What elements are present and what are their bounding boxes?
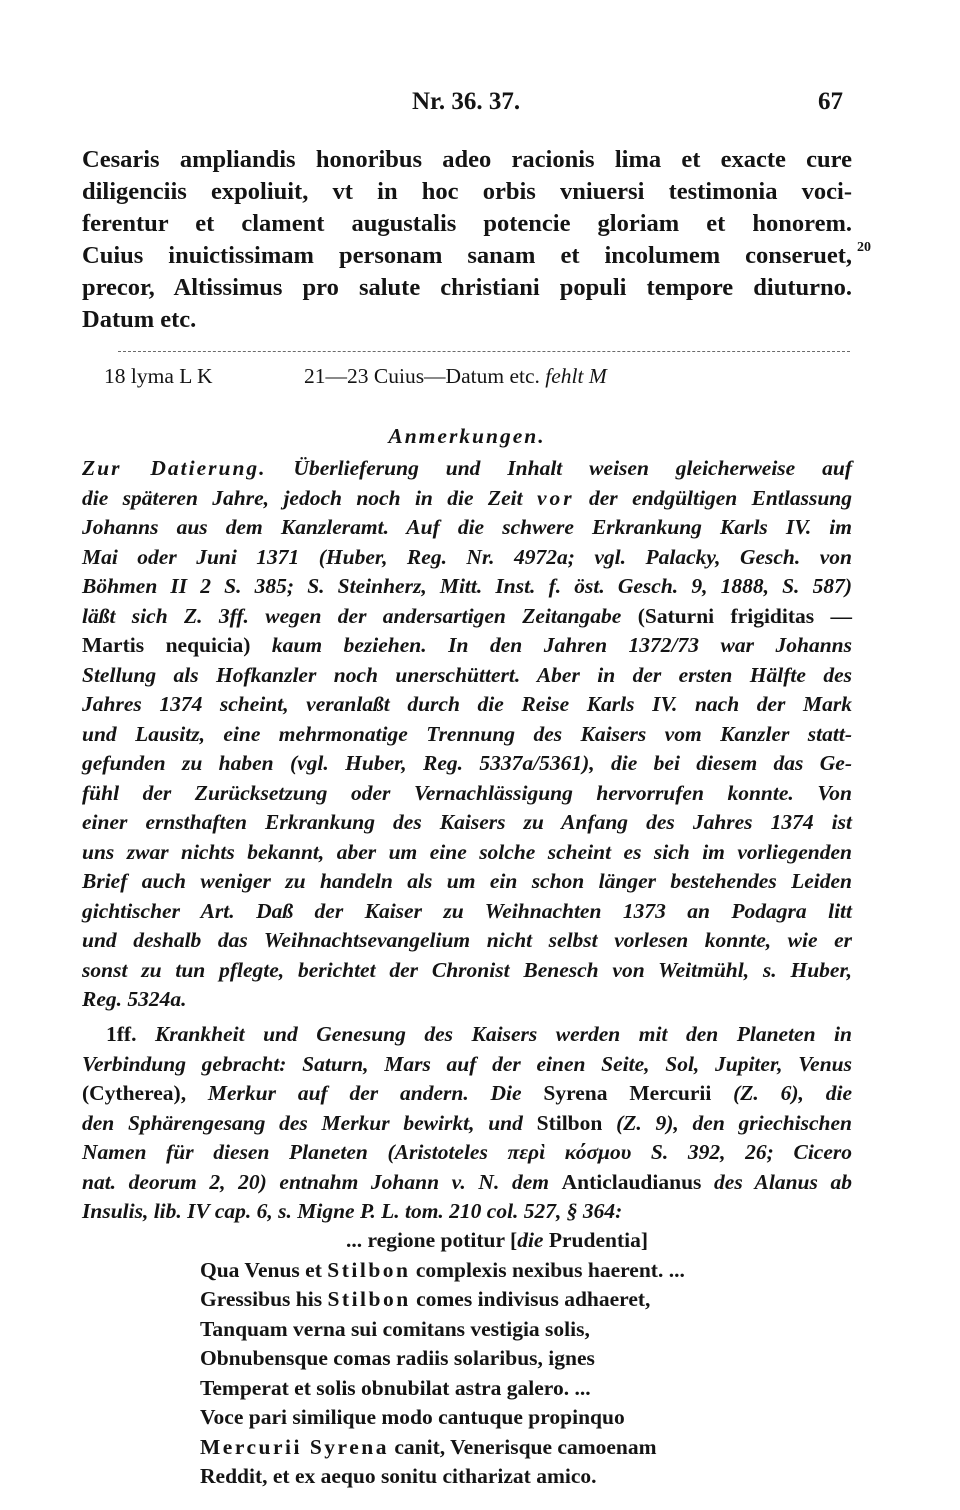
poem-line (200, 1464, 597, 1489)
note-line (82, 1111, 852, 1136)
apparatus-right-italic: fehlt M (545, 364, 607, 388)
poem-text: Qua Venus et (200, 1257, 328, 1282)
poem-line (200, 1346, 595, 1371)
note-segment: nat. deorum 2, 20) entnahm Johann v. N. dem (82, 1169, 562, 1194)
apparatus-divider (118, 351, 850, 352)
note-segment: (Z. 6), die (711, 1081, 853, 1105)
note-segment: (Saturni frigiditas — (637, 603, 852, 628)
poem-line (200, 1435, 657, 1460)
note-segment: und deshalb das Weihnachtsevangelium nicht selbst vorlesen konnte, wie er (82, 928, 852, 952)
note-line (82, 486, 852, 511)
note-segment: einer ernsthaften Erkrankung des Kaisers zu Anfang des Jahres 1374 ist (82, 810, 852, 834)
page-header-title: Nr. 36. 37. (412, 88, 521, 115)
note-segment: uns zwar nichts bekannt, aber um eine solche scheint es sich im vorliegenden (82, 839, 852, 864)
note-segment: Namen für diesen Planeten (Aristoteles περὶ κόσμου S. 392, 26; Cicero (82, 1140, 852, 1164)
note-segment: Böhmen II 2 S. 385; S. Steinherz, Mitt. Inst. f. öst. Gesch. 9, 1888, S. 587) (82, 574, 852, 598)
note-line (82, 692, 852, 717)
note-segment: Reg. 5324a. (82, 987, 187, 1011)
main-text-line: Datum etc. (82, 306, 197, 333)
poem-line (200, 1376, 591, 1401)
note-segment: und Lausitz, eine mehrmonatige Trennung des Kaisers vom Kanzler statt- (82, 721, 852, 746)
note-line (82, 663, 852, 688)
note-segment: fühl der Zurücksetzung oder Vernachlässigung hervorrufen konnte. Von (82, 780, 852, 805)
note-segment: Mai oder Juni 1371 (Huber, Reg. Nr. 4972a; vgl. Palacky, Gesch. von (82, 544, 852, 569)
note-line (82, 1140, 852, 1165)
main-text-line: Cesaris ampliandis honoribus adeo racionis lima et exacte cure (82, 146, 852, 173)
apparatus-left-text: 18 lyma L K (104, 364, 213, 388)
poem-text: Gressibus his (200, 1287, 328, 1311)
note-line (82, 456, 852, 481)
note-line (82, 1052, 852, 1077)
note-line (82, 928, 852, 953)
note-segment: Zur Datierung. (82, 456, 267, 480)
poem-text: ... regione potitur [ (346, 1228, 518, 1252)
note-segment: die späteren Jahre, jedoch noch in die Zeit (82, 485, 537, 510)
note-segment: Stellung als Hofkanzler noch unerschüttert. Aber in der ersten Hälfte des (82, 662, 852, 687)
poem-text: Prudentia] (543, 1228, 648, 1252)
note-line (82, 987, 852, 1012)
note-line (82, 1081, 852, 1106)
note-segment: gichtischer Art. Daß der Kaiser zu Weihnachten 1373 an Podagra litt (82, 898, 852, 923)
note-segment: Anticlaudianus (561, 1169, 702, 1194)
poem-italic: die (517, 1228, 544, 1252)
poem-line (200, 1287, 650, 1312)
margin-line-number: 20 (857, 240, 871, 255)
note-segment: kaum beziehen. In den Jahren 1372/73 war Johanns (250, 633, 852, 657)
note-line (82, 1170, 852, 1195)
note-line (82, 869, 852, 894)
apparatus-left (104, 364, 212, 389)
note-segment: des Alanus ab (701, 1169, 852, 1194)
note-segment: der endgültigen Entlassung (574, 485, 852, 510)
note-segment: Brief auch weniger zu handeln als um ein schon länger bestehendes Leiden (82, 869, 852, 893)
note-line (82, 781, 852, 806)
note-line (82, 958, 852, 983)
page-number: 67 (818, 88, 843, 115)
poem-line (200, 1317, 590, 1342)
main-text-line: ferentur et clament augustalis potencie gloriam et honorem. (82, 210, 852, 237)
note-line (82, 574, 852, 599)
note-segment: Martis nequicia) (82, 633, 251, 657)
note-segment: Stilbon (536, 1110, 603, 1135)
poem-line (200, 1405, 625, 1430)
poem-text: Obnubensque comas radiis solaribus, ignes (200, 1346, 595, 1370)
note-line (82, 633, 852, 658)
note-segment: Johanns aus dem Kanzleramt. Auf die schwere Erkrankung Karls IV. im (82, 515, 852, 539)
note-segment: den Sphärengesang des Merkur bewirkt, und (82, 1110, 537, 1135)
note-segment: Verbindung gebracht: Saturn, Mars auf der einen Seite, Sol, Jupiter, Venus (82, 1051, 852, 1076)
note-segment: Krankheit und Genesung des Kaisers werden mit den Planeten in (136, 1022, 852, 1046)
poem-spaced: Mercurii Syrena (200, 1434, 389, 1459)
note-segment: läßt sich Z. 3ff. wegen der andersartigen Zeitangabe (82, 603, 638, 628)
note-line (82, 899, 852, 924)
poem-line (200, 1258, 685, 1283)
apparatus-right-text: 21—23 Cuius—Datum etc. (304, 364, 540, 388)
note-line (82, 604, 852, 629)
poem-text: Temperat et solis obnubilat astra galero. ... (200, 1375, 591, 1400)
note-line (82, 722, 852, 747)
notes-heading: Anmerkungen. (388, 424, 546, 448)
note-segment: gefunden zu haben (vgl. Huber, Reg. 5337a/5361), die bei diesem das Ge- (82, 751, 852, 775)
poem-spaced: Stilbon (327, 1287, 411, 1311)
main-text-line: diligenciis expoliuit, vt in hoc orbis vniuersi testimonia voci- (82, 178, 852, 205)
note-segment: Insulis, lib. IV cap. 6, s. Migne P. L. tom. 210 col. 527, § 364: (82, 1199, 623, 1223)
main-text-line: Cuius inuictissimam personam sanam et incolumem conseruet, (82, 242, 852, 269)
apparatus-right (304, 364, 607, 389)
poem-text: complexis nexibus haerent. ... (410, 1257, 685, 1282)
main-text-line: precor, Altissimus pro salute christiani populi tempore diuturno. (82, 274, 852, 301)
note-segment: vor (536, 485, 575, 510)
note-segment: sonst zu tun pflegte, berichtet der Chronist Benesch von Weitmühl, s. Huber, (82, 957, 852, 982)
note-line (82, 545, 852, 570)
note-line (82, 810, 852, 835)
note-segment: Überlieferung und Inhalt weisen gleicherweise auf (266, 456, 852, 480)
note-segment: (Cytherea), (82, 1081, 187, 1105)
note-line (82, 1199, 852, 1224)
poem-spaced: Stilbon (327, 1257, 411, 1282)
note-line (82, 515, 852, 540)
poem-text: comes indivisus adhaeret, (410, 1287, 651, 1311)
poem-text: canit, Venerisque camoenam (388, 1434, 657, 1459)
note-line (82, 751, 852, 776)
poem-text: Reddit, et ex aequo sonitu citharizat amico. (200, 1464, 597, 1488)
note-segment: (Z. 9), den griechischen (602, 1110, 852, 1135)
note-segment: Syrena Mercurii (543, 1081, 712, 1105)
poem-line (346, 1228, 648, 1253)
note-line (82, 840, 852, 865)
note-segment: 1ff. (106, 1022, 137, 1046)
poem-text: Tanquam verna sui comitans vestigia solis, (200, 1316, 590, 1341)
note-segment: Jahres 1374 scheint, veranlaßt durch die Reise Karls IV. nach der Mark (82, 692, 852, 716)
note-segment: Merkur auf der andern. Die (186, 1081, 544, 1105)
note-line (106, 1022, 852, 1047)
poem-text: Voce pari similique modo cantuque propinquo (200, 1405, 625, 1429)
